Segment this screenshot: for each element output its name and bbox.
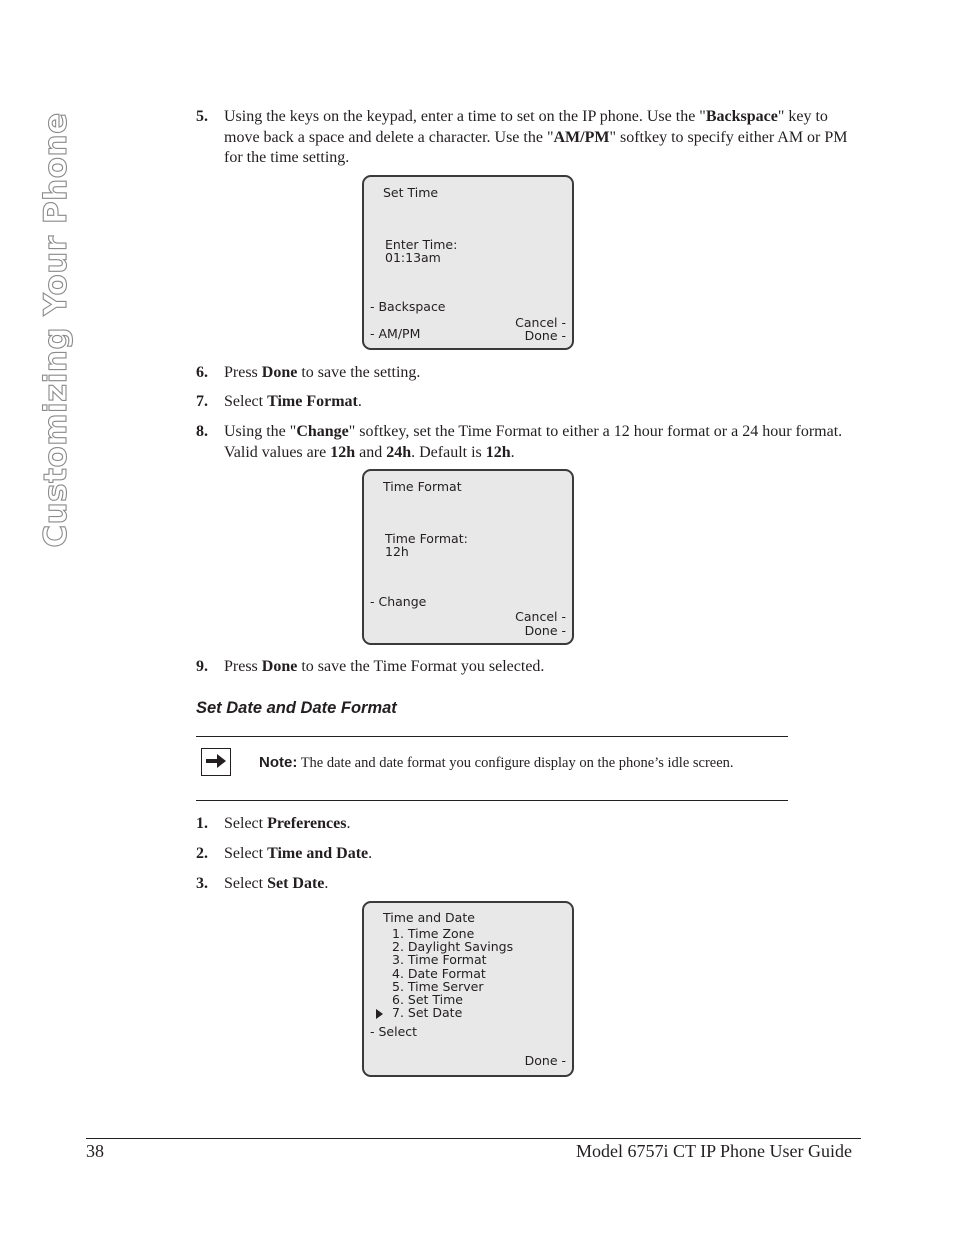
bold-term: Time Format [267,393,358,410]
bold-term: Backspace [705,108,778,125]
phone-screen-time-and-date [362,901,574,1077]
field-label: Enter Time: [385,237,458,252]
softkey-am-pm[interactable]: - AM/PM [370,326,421,341]
step-number: 9. [196,658,208,675]
menu-item[interactable]: 5. Time Server [392,978,484,994]
selection-arrow-icon [376,1008,383,1021]
text-run: " softkey to specify either AM or PM for the time setting. [224,128,848,166]
arrow-right-icon [201,748,231,776]
side-chapter-title [28,110,84,550]
phone-screen-set-time [362,175,574,350]
text-run: Press [224,364,262,381]
step-number: 6. [196,364,208,381]
page-number: 38 [86,1141,104,1161]
bold-term: Done [261,658,298,675]
text-run: . [510,443,515,461]
bold-term: 12h [485,443,511,461]
field-label: Time Format: [385,531,468,546]
note-label: Note: [259,754,298,771]
menu-item[interactable]: 6. Set Time [392,992,463,1007]
note-bottom-rule [196,800,788,801]
menu-item[interactable]: 3. Time Format [392,952,487,968]
text-run: and [355,443,387,461]
step-number: 3. [196,875,208,892]
step-text [224,392,866,413]
bold-term: Preferences [267,815,347,832]
bold-term: AM/PM [553,128,610,146]
step-text [224,107,866,169]
menu-item[interactable]: 7. Set Date [392,1005,463,1021]
footer-rule [86,1138,861,1139]
bold-term: Change [296,423,349,440]
step-text [224,844,866,865]
text-run: Using the keys on the keypad, enter a time to set on the IP phone. Use the " [224,108,706,125]
step-text [224,363,866,384]
softkey-done[interactable]: Done - [524,1053,566,1068]
guide-title: Model 6757i CT IP Phone User Guide [576,1141,852,1161]
note-top-rule [196,736,788,737]
text-run: to save the setting. [297,364,421,381]
text-run: . Default is [411,443,486,461]
step-1 [196,814,866,835]
softkey-done[interactable]: Done - [524,328,566,343]
text-run: " key to move back a space and delete a character. Use the " [224,108,828,146]
text-run: . [324,875,329,892]
step-3 [196,874,866,895]
section-heading: Set Date and Date Format [196,699,397,717]
side-chapter-title-text: Customizing Your Phone [38,112,74,548]
step-number: 1. [196,815,208,832]
text-run: Select [224,845,268,862]
note [259,754,734,772]
step-text [224,874,866,895]
field-value: 01:13am [385,250,441,265]
step-6 [196,363,866,384]
text-run: . [346,815,351,832]
step-number: 5. [196,108,208,125]
text-run: to save the Time Format you selected. [297,658,545,675]
phone-screen-time-format [362,469,574,645]
step-text [224,814,866,835]
text-run: Select [224,875,268,892]
bold-term: 12h [330,443,356,461]
text-run: " softkey, set the Time Format to either a 12 hour format or a 24 hour format. Valid values are [224,423,843,461]
bold-term: Done [261,364,298,381]
text-run: . [357,393,362,410]
text-run: Select [224,815,268,832]
screen-title: Time and Date [383,910,475,925]
bold-term: Time and Date [267,845,369,862]
step-5 [196,107,866,169]
field-value: 12h [385,544,409,559]
softkey-select[interactable]: - Select [370,1024,418,1039]
screen-title: Time Format [383,479,462,494]
step-number: 2. [196,845,208,862]
step-7 [196,392,866,413]
softkey-cancel[interactable]: Cancel - [515,315,566,330]
step-text [224,422,866,463]
softkey-change[interactable]: - Change [370,594,427,609]
menu-item[interactable]: 2. Daylight Savings [392,939,514,955]
note-text: The date and date format you configure display on the phone’s idle screen. [300,755,734,771]
menu-item[interactable]: 4. Date Format [392,965,486,981]
text-run: Press [224,658,262,675]
menu-item[interactable]: 1. Time Zone [392,926,475,941]
bold-term: Set Date [267,875,325,892]
text-run: Select [224,393,268,410]
bold-term: 24h [386,443,412,461]
text-run: . [368,845,373,862]
step-number: 8. [196,423,208,440]
softkey-backspace[interactable]: - Backspace [370,299,446,314]
softkey-cancel[interactable]: Cancel - [515,609,566,624]
step-number: 7. [196,393,208,410]
step-2 [196,844,866,865]
step-8 [196,422,866,463]
screen-title: Set Time [383,185,439,200]
text-run: Using the " [224,423,297,440]
step-text [224,657,866,678]
softkey-done[interactable]: Done - [524,623,566,638]
step-9 [196,657,866,678]
